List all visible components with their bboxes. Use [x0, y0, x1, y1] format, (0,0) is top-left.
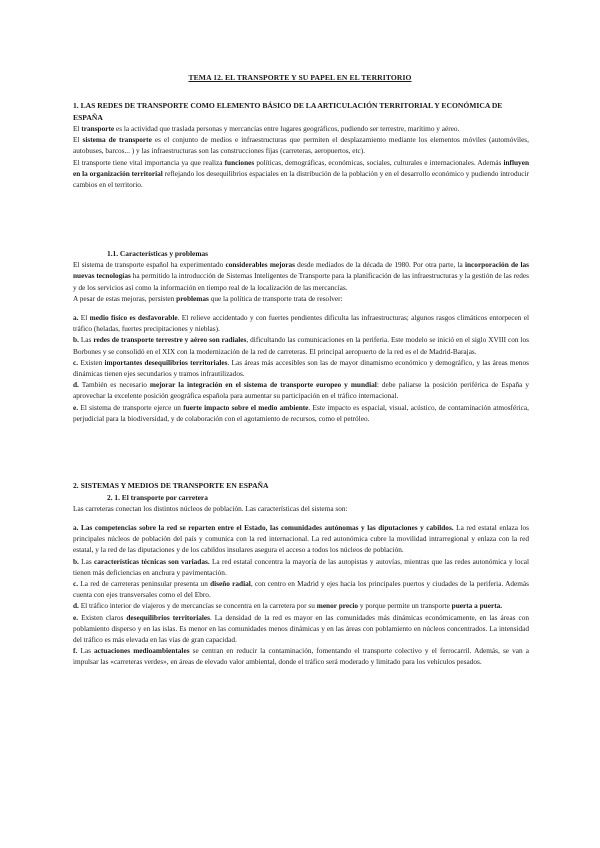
item-letter: d. [73, 380, 79, 390]
document-title: TEMA 12. EL TRANSPORTE Y SU PAPEL EN EL TERRITORIO [188, 73, 412, 82]
list-item [73, 600, 529, 611]
bold-term: mejorar la integración en el sistema de transporte europeo y mundial [149, 380, 377, 390]
text: La red de carreteras peninsular presenta un [78, 578, 211, 588]
text: . Este impacto es espacial, visual, acústico, de contaminación atmosférica, perjudicial para la biodiversidad, y de colaboración con el agotamiento de recursos, como el petróleo. [73, 402, 529, 423]
bold-term: sistema de transporte [82, 135, 152, 145]
text: que la política de transporte trata de resolver: [208, 293, 343, 303]
text: También es necesario [78, 380, 150, 390]
text: . Las áreas más accesibles son las de mayor dinamismo económico y demográfico, y las áreas menos dinámicas tienen ejes secundarios y tramos infrautilizados. [73, 357, 529, 379]
section-2-heading: 2. SISTEMAS Y MEDIOS DE TRANSPORTE EN ESPAÑA [73, 481, 269, 490]
text: reflejando los desequilibrios espaciales en la distribución de la población y en el desarrollo económico y pudiendo introducir cambios en el territorio. [73, 168, 529, 190]
text: La red estatal enlaza los principales núcleos de población del país y comunica con la red internacional. La red autonómica cubre la movilidad intrarregional y enlaza con la red estatal, y la red de las diputaciones y de los cabildos insulares asegura el acceso a todos los núcleos de población. [73, 522, 529, 555]
text: . El relieve accidentado y con fuertes pendientes dificulta las infraestructuras; algunos rasgos climáticos entorpecen el tráfico (heladas, fuertes precipitaciones y nieblas). [73, 313, 529, 334]
section-1-heading: 1. LAS REDES DE TRANSPORTE COMO ELEMENTO BÁSICO DE LA ARTICULACIÓN TERRITORIAL Y ECONÓMICA DE ESPAÑA [73, 101, 503, 122]
item-letter: c. [73, 578, 79, 588]
item-letter: e. [73, 612, 79, 622]
item-letter: b. [73, 335, 79, 345]
bold-term: funciones [224, 157, 255, 167]
list-item [73, 357, 529, 379]
text: es la actividad que traslada personas y mercancías entre lugares geográficos, pudiendo ser terrestre, marítimo y aéreo. [114, 124, 460, 133]
text: se centran en reducir la contaminación, fomentando el transporte colectivo y el ferrocarril. Además, se van a impulsar las «carreteras verdes», en áreas de elevado valor ambiental, donde el tráfico será moderado y limitado para los vehículos pesados. [73, 646, 529, 667]
bold-term: actuaciones medioambientales [94, 646, 190, 656]
text: El [78, 313, 90, 323]
text: , con centro en Madrid y ejes hacia los principales puertos y ciudades de la periferia. Además cuenta con ejes transversales como el del Ebro. [73, 578, 529, 600]
paragraph [73, 293, 529, 304]
bold-term: Las competencias sobre la red se reparten entre el Estado, las comunidades autónomas y las diputaciones y cabildos. [81, 522, 454, 532]
bold-term: diseño radial [210, 578, 251, 588]
list-item [73, 334, 529, 356]
paragraph [73, 123, 529, 134]
bold-term: medio físico es desfavorable [89, 313, 178, 323]
list-item [73, 522, 529, 556]
list-item [73, 645, 529, 667]
list-item [73, 379, 529, 401]
text: ha permitido la introducción de Sistemas Inteligentes de Transporte para la planificación de las infraestructuras y la gestión de las redes y de los servicios así como la información en tiempo real de la localización de las mercancías. [73, 271, 529, 292]
text: Existen claros [78, 612, 127, 622]
bold-term: características técnicas son variadas. [94, 556, 210, 566]
bold-term: redes de transporte terrestre y aéreo son radiales [93, 335, 247, 345]
text: Existen [78, 357, 105, 367]
item-letter: d. [73, 601, 79, 611]
text: políticas, demográficas, económicas, sociales, culturales e internacionales. Además [254, 157, 504, 167]
bold-term: problemas [176, 293, 209, 303]
bold-term: transporte [81, 124, 115, 133]
item-letter: e. [73, 402, 79, 412]
paragraph: Las carreteras conectan los distintos núcleos de población. Las características del sistema son: [73, 503, 348, 513]
item-letter: a. [73, 522, 79, 532]
paragraph [73, 134, 529, 156]
text: El sistema de transporte español ha experimentado [73, 260, 226, 270]
text: Las [77, 646, 95, 656]
text: El [73, 135, 83, 145]
text: y porque permite un transporte [358, 601, 452, 611]
bold-term: influyen en la organización territorial [73, 157, 529, 178]
text: Las [78, 335, 94, 345]
text: A pesar de estas mejoras, persisten [73, 293, 177, 303]
bold-term: incorporación de las nuevas tecnologías [73, 260, 529, 281]
item-letter: c. [73, 357, 79, 367]
text: Las [78, 556, 94, 566]
text: : debe paliarse la posición periférica de España y aprovechar la excelente posición geográfica española para aumentar su participación en el tráfico internacional. [73, 380, 530, 401]
bold-term: desequilibrios territoriales [126, 612, 210, 622]
text: El sistema de transporte ejerce un [78, 402, 184, 412]
section-1 [73, 100, 529, 190]
paragraph [73, 259, 529, 293]
list-item [73, 578, 529, 600]
list-item [73, 612, 529, 646]
text: es el conjunto de medios e infraestructuras que permiten el desplazamiento mediante los elementos móviles (automóviles, autobuses, barcos... ) y las infraestructuras son las construcciones fijas (carreteras, aeropuertos, etc). [73, 135, 529, 156]
section-1-1 [73, 248, 529, 424]
text: La red estatal concentra la mayoría de las autopistas y autovías, mientras que las redes autonómica y local tienen más deficiencias en anchura y pavimentación. [73, 556, 530, 577]
list-item [73, 556, 529, 578]
text: El tráfico interior de viajeros y de mercancías se concentra en la carretera por su [78, 601, 317, 611]
bold-term: considerables mejoras [225, 260, 295, 270]
bold-term: puerta a puerta. [451, 601, 503, 611]
bold-term: importantes desequilibrios territoriales [104, 357, 228, 367]
section-1-1-heading: 1.1. Características y problemas [107, 249, 209, 258]
paragraph [73, 157, 529, 191]
text: desde mediados de la década de 1980. Por otra parte, la [294, 260, 465, 270]
item-letter: f. [73, 646, 78, 656]
text: El [73, 124, 82, 133]
item-letter: a. [73, 313, 79, 323]
section-2 [73, 480, 529, 668]
list-item [73, 402, 529, 424]
text: El transporte tiene vital importancia ya que realiza [73, 157, 225, 167]
text: , dificultando las comunicaciones en la periferia. Este modelo se inició en el siglo XVIII con los Borbones y se consolidó en el XIX con la modernización de la red de carreteras. El principal aeropuerto de la red es el de Madrid-Barajas. [73, 335, 529, 356]
bold-term: fuerte impacto sobre el medio ambiente [183, 402, 309, 412]
section-2-1-heading: 2. 1. El transporte por carretera [107, 492, 208, 502]
item-letter: b. [73, 556, 79, 566]
text: . La densidad de la red es mayor en las comunidades más dinámicas económicamente, en las áreas con poblamiento disperso y en las islas. Es menor en las comunidades menos dinámicas y en las áreas con poblamiento en núcleos concentrados. La intensidad del tráfico es más elevada en las vías de gran capacidad. [73, 612, 529, 644]
bold-term: menor precio [316, 601, 359, 611]
list-item [73, 312, 529, 334]
